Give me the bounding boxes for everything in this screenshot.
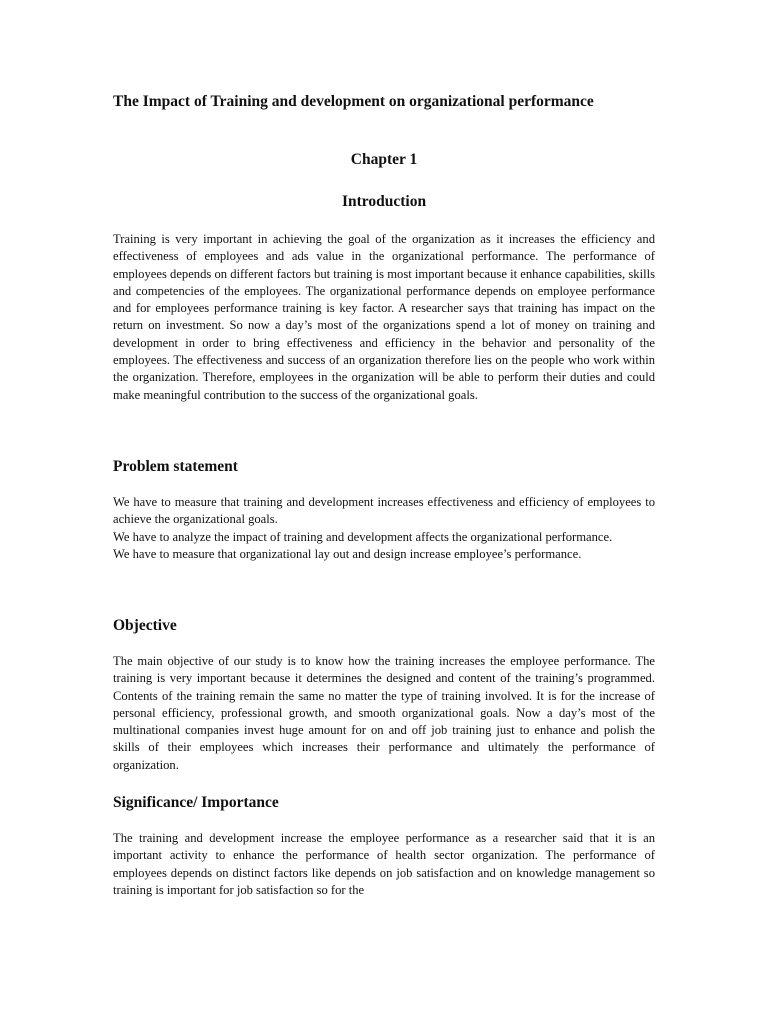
problem-statement-text (113, 494, 655, 563)
problem-statement-line: We have to measure that training and development increases effectiveness and efficiency of employees to achieve the organizational goals. (113, 495, 655, 527)
problem-statement-line: We have to analyze the impact of training and development affects the organizational performance. (113, 529, 613, 544)
introduction-heading: Introduction (341, 193, 427, 210)
significance-paragraph: The training and development increase the employee performance as a researcher said that it is an important activity to enhance the performance of health sector organization. The performance of employees depends on distinct factors like depends on job satisfaction and on knowledge management so training is important for job satisfaction so for the (113, 831, 655, 897)
problem-statement-heading: Problem statement (113, 458, 238, 475)
significance-heading: Significance/ Importance (113, 794, 279, 811)
objective-heading: Objective (113, 617, 177, 634)
document-title: The Impact of Training and development on organizational performance (113, 93, 594, 110)
problem-statement-line: We have to measure that organizational lay out and design increase employee’s performance. (113, 546, 582, 561)
objective-paragraph: The main objective of our study is to know how the training increases the employee performance. The training is very important because it determines the designed and content of the training’s programmed. Contents of the training remain the same no matter the type of training involved. It is for the increase of personal efficiency, professional growth, and smooth organizational goals. Now a day’s most of the multinational companies invest huge amount for on and off job training just to enhance and polish the skills of their employees which increases their performance and ultimately the performance of organization. (113, 654, 655, 772)
introduction-paragraph: Training is very important in achieving the goal of the organization as it increases the efficiency and effectiveness of employees and ads value in the organizational performance. The performance of employees depends on different factors but training is most important because it enhance capabilities, skills and competencies of the employees. The organizational performance depends on employee performance and for employees performance training is key factor. A researcher says that training has impact on the return on investment. So now a day’s most of the organizations spend a lot of money on training and development in order to bring effectiveness and efficiency in the behavior and personality of the employees. The effectiveness and success of an organization therefore lies on the people who work within the organization. Therefore, employees in the organization will be able to perform their duties and could make meaningful contribution to the success of the organizational goals. (113, 232, 655, 402)
chapter-heading: Chapter 1 (350, 151, 418, 168)
